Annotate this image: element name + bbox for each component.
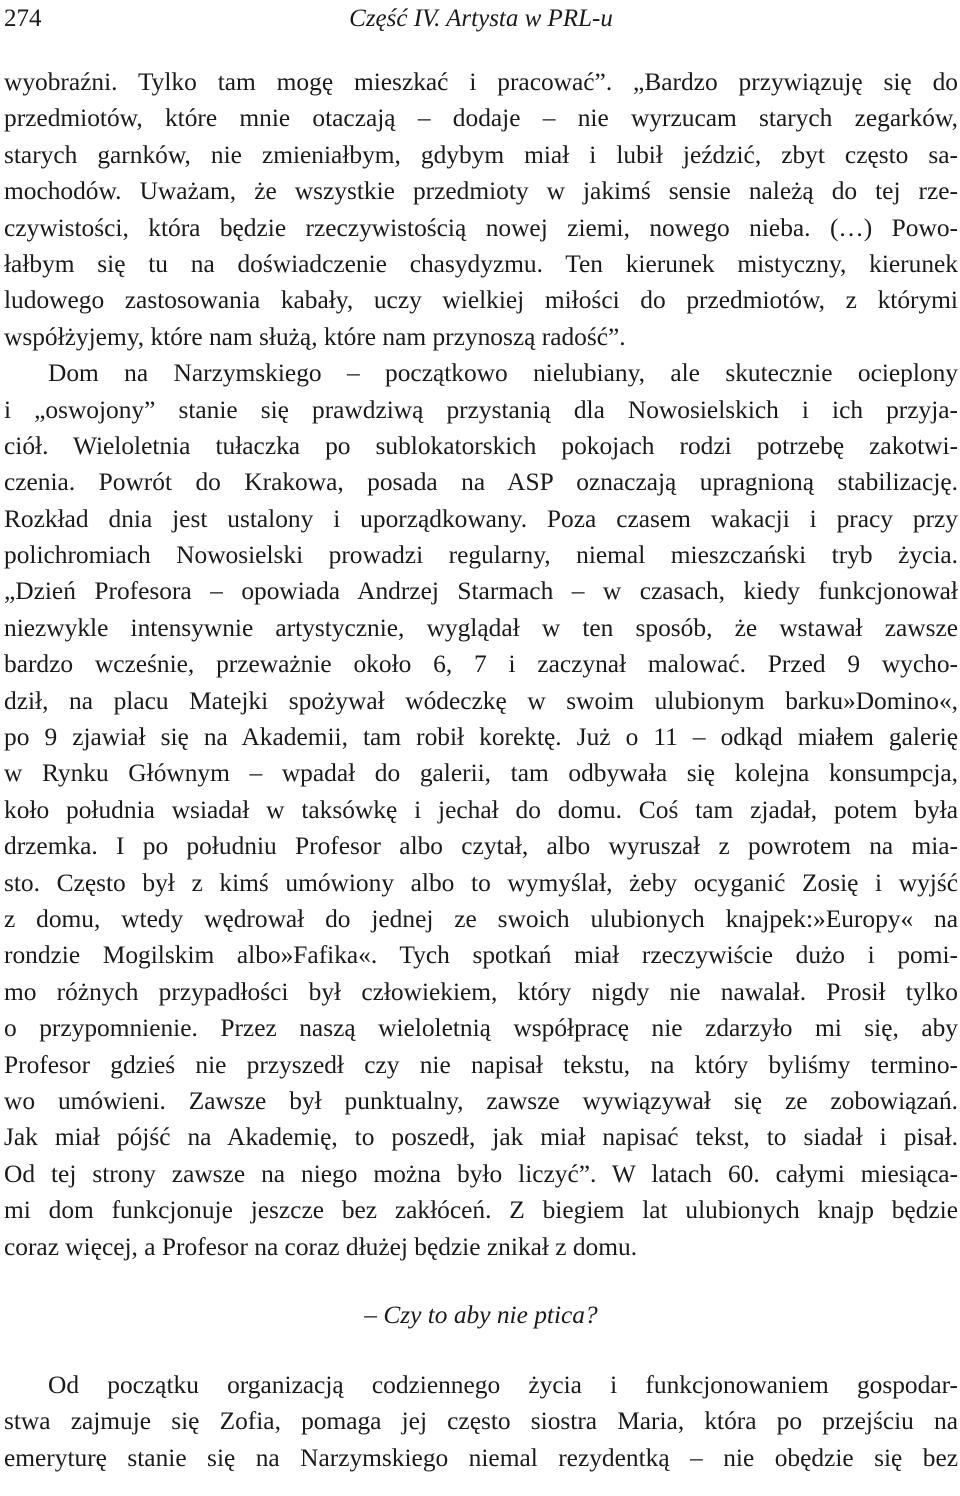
text-line: mochodów. Uważam, że wszystkie przedmioty w jakimś sensie należą do tej rze- (4, 177, 958, 206)
text-line: niezwykle intensywnie artystycznie, wyglądał w ten sposób, że wstawał zawsze (4, 613, 958, 642)
text-line: współżyjemy, które nam służą, które nam przynoszą radość”. (4, 322, 626, 351)
running-title: Część IV. Artysta w PRL-u (349, 5, 613, 32)
text-line: w Rynku Głównym – wpadał do galerii, tam odbywała się kolejna konsumpcja, (4, 759, 958, 788)
body-text (4, 64, 958, 1265)
text-line: dził, na placu Matejki spożywał wódeczkę w swoim ulubionym barku»Domino«, (4, 686, 958, 715)
text-line: Od początku organizacją codziennego życia i funkcjonowaniem gospodar- (48, 1370, 958, 1399)
dialogue-line: – Czy to aby nie ptica? (364, 1300, 598, 1329)
text-line: czywistości, która będzie rzeczywistością nowej ziemi, nowego nieba. (…) Powo- (4, 213, 958, 242)
text-line: Dom na Narzymskiego – początkowo nielubiany, ale skutecznie ocieplony (48, 359, 958, 388)
paragraph (4, 355, 958, 1265)
text-line: wyobraźni. Tylko tam mogę mieszkać i pracować”. „Bardzo przywiązuję się do (4, 68, 958, 96)
paragraph (4, 64, 958, 355)
page-header (4, 0, 958, 46)
text-line: stwa zajmuje się Zofia, pomaga jej często siostra Maria, która po przejściu na (4, 1407, 958, 1436)
text-line: łałbym się tu na doświadczenie chasydyzmu. Ten kierunek mistyczny, kierunek (4, 249, 958, 278)
text-line: drzemka. I po południu Profesor albo czytał, albo wyruszał z powrotem na mia- (4, 832, 958, 861)
text-line: sto. Często był z kimś umówiony albo to wymyślał, żeby ocyganić Zosię i wyjść (4, 868, 958, 897)
text-line: rondzie Mogilskim albo»Fafika«. Tych spotkań miał rzeczywiście dużo i pomi- (4, 941, 958, 970)
text-line: o przypomnienie. Przez naszą wieloletnią współpracę nie zdarzyło mi się, aby (4, 1014, 958, 1043)
text-line: Jak miał pójść na Akademię, to poszedł, jak miał napisać tekst, to siadał i pisał. (4, 1123, 958, 1152)
text-line: polichromiach Nowosielski prowadzi regularny, niemal mieszczański tryb życia. (4, 541, 958, 570)
text-line: po 9 zjawiał się na Akademii, tam robił korektę. Już o 11 – odkąd miałem galerię (4, 723, 958, 752)
book-page (4, 0, 958, 1476)
paragraph (4, 1367, 958, 1476)
text-line: coraz więcej, a Profesor na coraz dłużej będzie znikał z domu. (4, 1232, 638, 1261)
text-line: i „oswojony” stanie się prawdziwą przystanią dla Nowosielskich i ich przyja- (4, 395, 958, 424)
text-line: Rozkład dnia jest ustalony i uporządkowany. Poza czasem wakacji i pracy przy (4, 504, 958, 533)
text-line: emeryturę stanie się na Narzymskiego niemal rezydentką – nie obędzie się bez (4, 1443, 958, 1472)
text-line: koło południa wsiadał w taksówkę i jechał do domu. Coś tam zjadał, potem była (4, 795, 958, 824)
text-line: czenia. Powrót do Krakowa, posada na ASP oznaczają upragnioną stabilizację. (4, 468, 958, 497)
text-line: z domu, wtedy wędrował do jednej ze swoich ulubionych knajpek:»Europy« na (4, 904, 958, 933)
text-line: ciół. Wieloletnia tułaczka po sublokatorskich pokojach rodzi potrzebę zakotwi- (4, 431, 958, 460)
text-line: bardzo wcześnie, przeważnie około 6, 7 i zaczynał malować. Przed 9 wycho- (4, 650, 958, 679)
text-line: ludowego zastosowania kabały, uczy wielkiej miłości do przedmiotów, z którymi (4, 286, 958, 315)
text-line: Profesor gdzieś nie przyszedł czy nie napisał tekstu, na który byliśmy termino- (4, 1050, 958, 1079)
text-line: mo różnych przypadłości był człowiekiem, który nigdy nie nawalał. Prosił tylko (4, 977, 958, 1006)
text-line: wo umówieni. Zawsze był punktualny, zawsze wywiązywał się ze zobowiązań. (4, 1086, 958, 1115)
page-number: 274 (4, 5, 42, 32)
text-line: starych garnków, nie zmieniałbym, gdybym miał i lubił jeździć, zbyt często sa- (4, 140, 958, 169)
text-line: mi dom funkcjonuje jeszcze bez zakłóceń. Z biegiem lat ulubionych knajp będzie (4, 1196, 958, 1225)
text-line: „Dzień Profesora – opowiada Andrzej Starmach – w czasach, kiedy funkcjonował (4, 577, 958, 606)
text-line: Od tej strony zawsze na niego można było liczyć”. W latach 60. całymi miesiąca- (4, 1159, 958, 1188)
text-line: przedmiotów, które mnie otaczają – dodaje – nie wyrzucam starych zegarków, (4, 104, 958, 133)
